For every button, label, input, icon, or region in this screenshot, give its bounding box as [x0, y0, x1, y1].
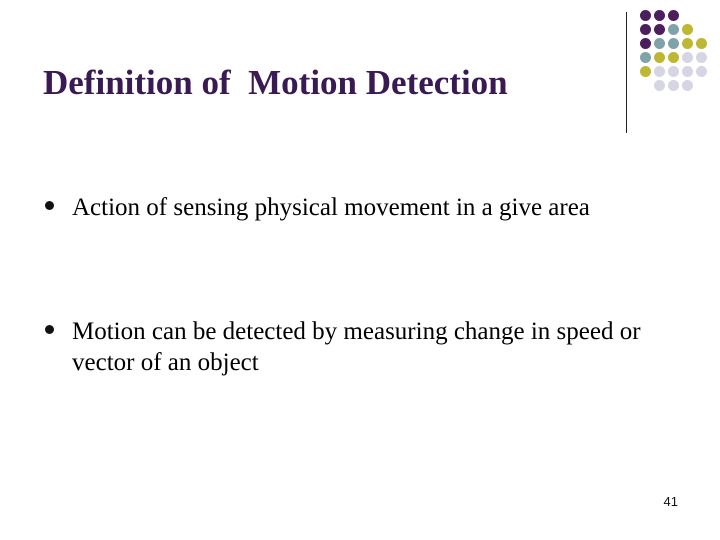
- decorative-dot: [696, 66, 707, 77]
- decorative-dot: [696, 38, 707, 49]
- bullet-dot-icon: [45, 325, 54, 334]
- decorative-dot: [640, 66, 651, 77]
- decorative-dot: [640, 24, 651, 35]
- slide-title: Definition of Motion Detection: [43, 63, 508, 102]
- decorative-dot: [682, 38, 693, 49]
- bullet-text: Action of sensing physical movement in a give area: [72, 194, 590, 221]
- bullet-dot-icon: [45, 201, 54, 210]
- decorative-dot: [640, 52, 651, 63]
- page-number: 41: [663, 494, 678, 509]
- decorative-dot: [654, 66, 665, 77]
- decorative-dot: [654, 52, 665, 63]
- decorative-dot: [696, 52, 707, 63]
- decorative-dot: [668, 52, 679, 63]
- decorative-dot: [682, 24, 693, 35]
- decorative-dot: [654, 10, 665, 21]
- decorative-dot: [640, 38, 651, 49]
- decorative-dot: [668, 66, 679, 77]
- decorative-dot-grid: [638, 8, 718, 148]
- decorative-dot: [682, 80, 693, 91]
- title-divider-line: [626, 12, 627, 133]
- decorative-dot: [668, 80, 679, 91]
- decorative-dot: [668, 24, 679, 35]
- decorative-dot: [654, 24, 665, 35]
- decorative-dot: [668, 38, 679, 49]
- decorative-dot: [682, 52, 693, 63]
- decorative-dot: [654, 80, 665, 91]
- decorative-dot: [654, 38, 665, 49]
- decorative-dot: [640, 10, 651, 21]
- bullet-text: Motion can be detected by measuring change in speed or vector of an object: [72, 318, 641, 376]
- decorative-dot: [682, 66, 693, 77]
- decorative-dot: [668, 10, 679, 21]
